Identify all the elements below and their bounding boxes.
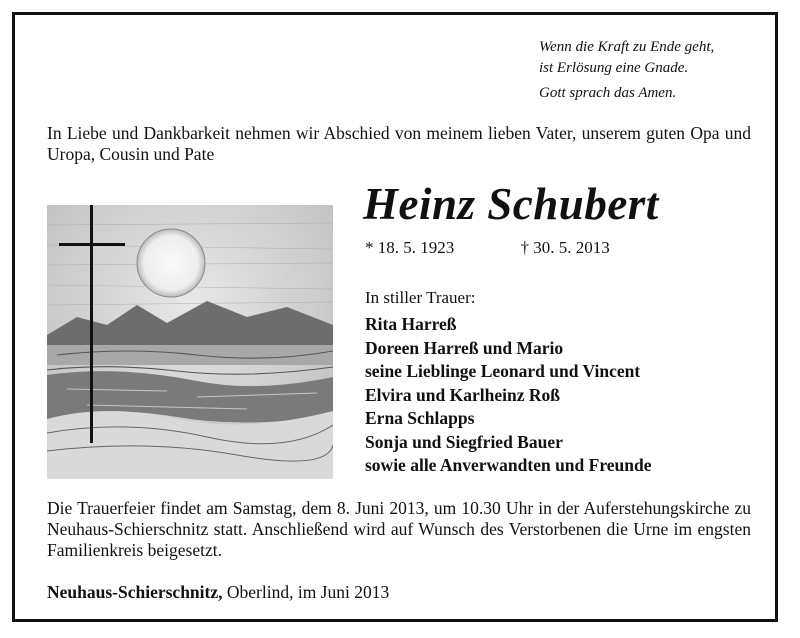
mourners-list xyxy=(365,313,652,478)
place-rest: Oberlind, im Juni 2013 xyxy=(222,582,390,602)
mourner-name: sowie alle Anverwandten und Freunde xyxy=(365,455,652,475)
mourner-name: Sonja und Siegfried Bauer xyxy=(365,431,563,452)
motto-line-1: Wenn die Kraft zu Ende geht, xyxy=(539,39,715,55)
place-and-date xyxy=(47,582,389,603)
motto-line-3: Gott sprach das Amen. xyxy=(539,85,677,101)
mourner-name: Rita Harreß xyxy=(365,314,457,334)
deceased-name: Heinz Schubert xyxy=(363,179,659,229)
mourners-label: In stiller Trauer: xyxy=(365,288,476,307)
mourner-name: seine Lieblinge Leonard und Vincent xyxy=(365,361,641,381)
obituary-notice xyxy=(12,12,778,622)
birth-date: * 18. 5. 1923 xyxy=(365,238,455,257)
life-dates xyxy=(365,237,610,259)
mourner-name: Doreen Harreß und Mario xyxy=(365,337,564,358)
funeral-service-text: Die Trauerfeier findet am Samstag, dem 8. Juni 2013, um 10.30 Uhr in der Auferstehungskirche zu Neuhaus-Schierschnitz statt. Anschließend wird auf Wunsch des Verstorbenen die Urne im engsten Familienkreis beigesetzt. xyxy=(47,498,751,560)
motto-verse xyxy=(539,37,714,104)
motto-line-2: ist Erlösung eine Gnade. xyxy=(539,60,689,76)
mourner-name: Elvira und Karlheinz Roß xyxy=(365,384,560,405)
death-date: † 30. 5. 2013 xyxy=(520,238,610,257)
sun-shape xyxy=(137,229,205,297)
intro-text: In Liebe und Dankbarkeit nehmen wir Abschied von meinem lieben Vater, unserem guten Opa und Uropa, Cousin und Pate xyxy=(47,123,751,164)
cross-landscape-drawing xyxy=(47,205,333,479)
place-town: Neuhaus-Schierschnitz, xyxy=(47,582,223,602)
mourner-name: Erna Schlapps xyxy=(365,408,475,428)
